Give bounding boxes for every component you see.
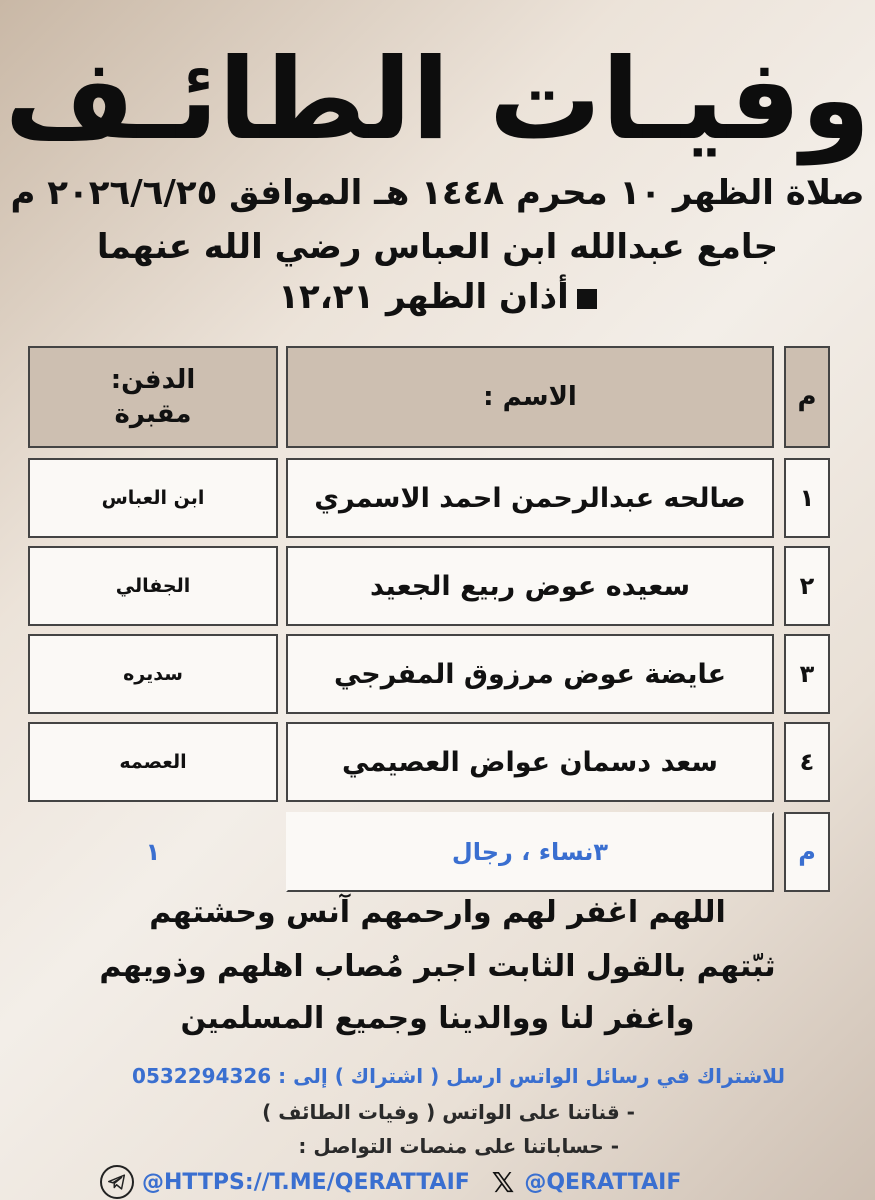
table-row-burial: سديره	[28, 634, 278, 714]
prayer-time-line: صلاة الظهر ١٠ محرم ١٤٤٨ هـ الموافق ٢٠٢٦/٦/٢٥ م	[10, 173, 865, 213]
x-icon: 𝕏	[491, 1165, 515, 1199]
adhan-text: أذان الظهر ١٢،٢١	[278, 277, 569, 317]
table-row-burial: الجفالي	[28, 546, 278, 626]
table-row-burial: ابن العباس	[28, 458, 278, 538]
page-title: وفيـات الطائـف	[4, 35, 871, 165]
table-row-name: عايضة عوض مرزوق المفرجي	[286, 634, 774, 714]
whatsapp-channel-line: - قناتنا على الواتس ( وفيات الطائف )	[262, 1100, 635, 1124]
prayer-line-1: اللهم اغفر لهم وارحمهم آنس وحشتهم	[149, 895, 726, 930]
summary-num: م	[784, 812, 830, 892]
subscribe-line: للاشتراك في رسائل الواتس ارسل ( اشتراك ) إلى : 0532294326	[132, 1064, 785, 1088]
mosque-line: جامع عبدالله ابن العباس رضي الله عنهما	[96, 227, 779, 267]
telegram-icon	[100, 1165, 134, 1199]
table-row-num: ٤	[784, 722, 830, 802]
prayer-line-2: ثبّتهم بالقول الثابت اجبر مُصاب اهلهم وذويهم	[99, 949, 776, 984]
table-row-num: ١	[784, 458, 830, 538]
table-row-name: صالحه عبدالرحمن احمد الاسمري	[286, 458, 774, 538]
header-burial	[28, 346, 278, 448]
header-name: الاسم :	[286, 346, 774, 448]
header-num: م	[784, 346, 830, 448]
table-row-name: سعيده عوض ربيع الجعيد	[286, 546, 774, 626]
telegram-link[interactable]: @HTTPS://T.ME/QERATTAIF	[142, 1169, 470, 1195]
header-burial-label: الدفن:	[110, 365, 196, 395]
square-bullet-icon	[577, 289, 597, 309]
social-links	[100, 1166, 800, 1198]
table-row-burial: العصمه	[28, 722, 278, 802]
summary-count: ١	[145, 838, 161, 866]
x-link[interactable]: @QERATTAIF	[524, 1169, 682, 1195]
adhan-line	[0, 272, 875, 322]
header-burial-cemetery: مقبرة	[114, 399, 192, 429]
socials-line: - حساباتنا على منصات التواصل :	[298, 1134, 619, 1158]
prayer-line-3: واغفر لنا ووالدينا وجميع المسلمين	[180, 1001, 695, 1036]
table-row-name: سعد دسمان عواض العصيمي	[286, 722, 774, 802]
table-row-num: ٣	[784, 634, 830, 714]
summary-text: ٣نساء ، رجال	[286, 812, 774, 892]
table-row-num: ٢	[784, 546, 830, 626]
